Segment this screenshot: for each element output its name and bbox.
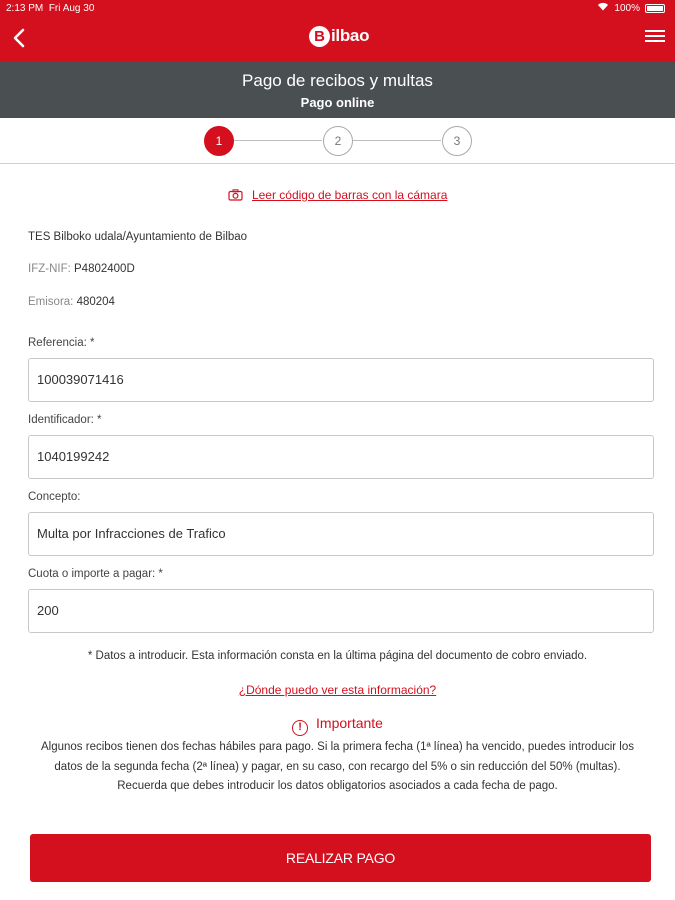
status-bar bbox=[0, 0, 675, 18]
alert-circle-icon: ! bbox=[292, 720, 308, 736]
cuota-label: Cuota o importe a pagar: * bbox=[28, 568, 163, 580]
step-1: 1 bbox=[204, 126, 234, 156]
where-info-link[interactable]: ¿Dónde puedo ver esta información? bbox=[238, 683, 437, 697]
hamburger-icon bbox=[645, 30, 665, 42]
back-button[interactable] bbox=[12, 26, 34, 52]
referencia-input[interactable]: 100039071416 bbox=[28, 358, 654, 402]
important-text: Algunos recibos tienen dos fechas hábiles para pago. Si la primera fecha (1ª línea) ha vencido, puedes introducir los datos de la segunda fecha (2ª línea) y pagar, en su caso, con recargo del 5% o sin reducción del 50% (multas). Recuerda que debes introducir los datos obligatorios asociados a cada fecha de pago. bbox=[40, 741, 635, 792]
battery-icon bbox=[645, 4, 665, 13]
referencia-label: Referencia: * bbox=[28, 337, 95, 349]
progress-stepper bbox=[0, 118, 675, 164]
cuota-input[interactable]: 200 bbox=[28, 589, 654, 633]
app-header bbox=[0, 0, 675, 62]
important-title: Importante bbox=[316, 715, 383, 731]
battery-percentage: 100% bbox=[614, 2, 640, 14]
scan-barcode-label: Leer código de barras con la cámara bbox=[251, 188, 448, 202]
emisora-row bbox=[28, 296, 115, 308]
stepper-line bbox=[353, 140, 441, 141]
camera-icon bbox=[228, 189, 243, 201]
nif-value: P4802400D bbox=[74, 263, 135, 275]
page-header bbox=[0, 62, 675, 118]
logo-text: ilbao bbox=[331, 26, 370, 45]
realizar-pago-button[interactable]: REALIZAR PAGO bbox=[30, 834, 651, 882]
emisora-value: 480204 bbox=[76, 296, 115, 308]
emisora-label: Emisora: bbox=[28, 296, 74, 308]
identificador-label: Identificador: * bbox=[28, 414, 102, 426]
step-2: 2 bbox=[323, 126, 353, 156]
nif-label: IFZ-NIF: bbox=[28, 263, 71, 275]
entity-name: TES Bilboko udala/Ayuntamiento de Bilbao bbox=[28, 231, 248, 243]
page-subtitle: Pago online bbox=[300, 95, 375, 110]
step-3: 3 bbox=[442, 126, 472, 156]
status-time: 2:13 PM Fri Aug 30 bbox=[6, 3, 95, 14]
page-title: Pago de recibos y multas bbox=[242, 71, 433, 90]
logo-letter: B bbox=[309, 26, 330, 47]
menu-button[interactable] bbox=[645, 30, 665, 46]
concepto-label: Concepto: bbox=[28, 491, 81, 503]
nif-row bbox=[28, 263, 135, 275]
scan-barcode-link[interactable] bbox=[0, 188, 675, 202]
status-right bbox=[597, 2, 665, 14]
wifi-icon bbox=[597, 2, 609, 14]
important-heading bbox=[0, 715, 675, 736]
identificador-input[interactable]: 1040199242 bbox=[28, 435, 654, 479]
bilbao-logo bbox=[309, 22, 369, 50]
required-fields-note: * Datos a introducir. Esta información consta en la última página del documento de cobro enviado. bbox=[87, 650, 588, 662]
concepto-input[interactable]: Multa por Infracciones de Trafico bbox=[28, 512, 654, 556]
stepper-line bbox=[234, 140, 322, 141]
chevron-left-icon bbox=[12, 26, 26, 50]
